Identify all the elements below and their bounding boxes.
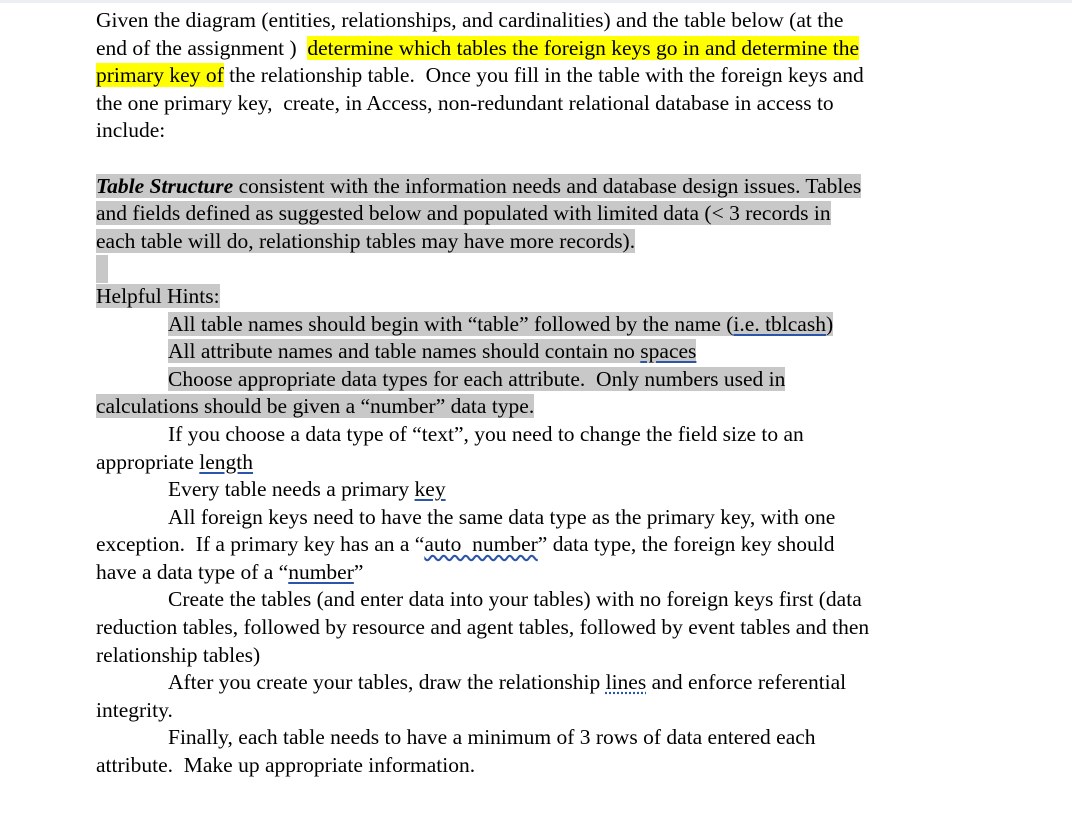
table-structure-paragraph: [96, 173, 976, 256]
underlined-text: length: [199, 449, 254, 474]
helpful-hints: [96, 283, 976, 780]
highlighted-text: primary key of: [96, 63, 224, 88]
highlighted-text: determine which tables the foreign keys go in and determine the: [307, 35, 860, 60]
table-structure-term: Table Structure: [96, 173, 234, 198]
text-line: include:: [96, 118, 166, 143]
link-text: i.e. tblcash: [733, 311, 826, 336]
hint-item-continued: exception. If a primary key has an a “auto number” data type, the foreign key should: [96, 532, 835, 557]
text-line: the one primary key, create, in Access, non-redundant relational database in access to: [96, 90, 834, 115]
hint-item: Every table needs a primary key: [168, 477, 446, 502]
paragraph-spacer: [96, 255, 976, 283]
hint-item-continued: calculations should be given a “number” data type.: [96, 394, 535, 419]
hint-item-continued: relationship tables): [96, 642, 261, 667]
hint-item: Create the tables (and enter data into your tables) with no foreign keys first (data: [168, 587, 862, 612]
underlined-text: lines: [605, 670, 647, 695]
hints-heading: Helpful Hints:: [96, 283, 220, 308]
text-line: and fields defined as suggested below and populated with limited data (< 3 records in: [96, 201, 831, 226]
hint-item-continued: integrity.: [96, 697, 173, 722]
underlined-text: key: [414, 477, 446, 502]
hint-item-continued: attribute. Make up appropriate information.: [96, 753, 476, 778]
hint-item-continued: appropriate length: [96, 449, 254, 474]
hint-item: Choose appropriate data types for each attribute. Only numbers used in: [168, 366, 786, 391]
instructions-paragraph: [96, 7, 976, 145]
spellcheck-underlined-text: auto number: [424, 532, 538, 557]
hint-item-continued: reduction tables, followed by resource and agent tables, followed by event tables and then: [96, 615, 870, 640]
hint-item: All foreign keys need to have the same data type as the primary key, with one: [168, 504, 836, 529]
hint-item: All table names should begin with “table” followed by the name (i.e. tblcash): [168, 311, 834, 336]
underlined-text: spaces: [640, 339, 697, 364]
hint-item: After you create your tables, draw the relationship lines and enforce referential: [168, 670, 847, 695]
text-line: Given the diagram (entities, relationships, and cardinalities) and the table below (at the: [96, 8, 844, 32]
underlined-text: number: [288, 559, 354, 584]
text-line: end of the assignment ) determine which tables the foreign keys go in and determine the: [96, 35, 860, 60]
document-body: [96, 7, 976, 780]
text-line: Table Structure consistent with the information needs and database design issues. Tables: [96, 173, 862, 198]
hint-item: If you choose a data type of “text”, you need to change the field size to an: [168, 421, 804, 446]
hint-item-continued: have a data type of a “number”: [96, 559, 364, 584]
paragraph-spacer: [96, 145, 976, 173]
page-top-edge: [0, 0, 1072, 3]
hint-item: Finally, each table needs to have a minimum of 3 rows of data entered each: [168, 725, 816, 750]
hint-item: All attribute names and table names should contain no spaces: [168, 339, 697, 364]
text-line: primary key of the relationship table. Once you fill in the table with the foreign keys and: [96, 63, 864, 88]
text-line: each table will do, relationship tables may have more records).: [96, 228, 636, 253]
